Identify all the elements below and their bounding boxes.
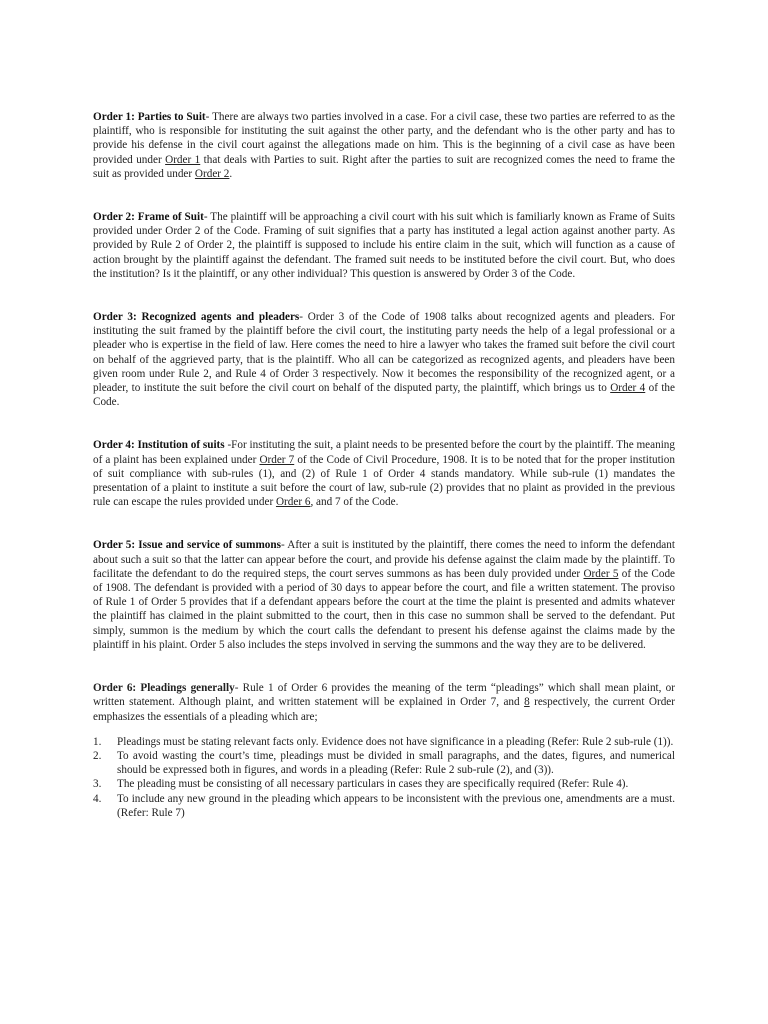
order-1-paragraph [93,110,675,181]
order-4-text-c: , and 7 of the Code. [310,496,399,509]
order-4-heading: Order 4: Institution of suits [93,439,225,452]
order-2-text: - The plaintiff will be approaching a civil court with his suit which is familiarly known as Frame of Suits provided under Order 2 of the Code. Framing of suit signifies that a party has instituted a legal action against another party. As provided by Rule 2 of Order 2, the plaintiff is supposed to include his entire claim in the suit, which will function as a cause of action brought by the plaintiff against the defendant. The framed suit needs to be instituted before the civil court. But, who does the institution? Is it the plaintiff, or any other individual? This question is answered by Order 3 of the Code. [93,211,675,280]
order-1-text-c: . [229,167,233,180]
list-item [93,749,675,777]
order-2-link[interactable]: Order 2 [194,167,230,180]
order-4-paragraph [93,438,675,509]
order-3-heading: Order 3: Recognized agents and pleaders [93,311,300,324]
list-item-text: To include any new ground in the pleading which appears to be inconsistent with the previous one, amendments are a must. (Refer: Rule 7) [117,792,675,819]
pleading-essentials-list [93,735,675,820]
list-item-number: 2. [93,749,102,762]
order-5-text-a: - After a suit is instituted by the plaintiff, there comes the need to inform the defendant about such a suit so that the latter can appear before the court, and provide his defense against the claim made by the plaintiff. To facilitate the defendant to do the required steps, the court serves summons as has been duly provided under [93,539,675,580]
order-1-heading: Order 1: Parties to Suit [93,111,206,123]
order-6-paragraph [93,681,675,724]
order-7-link[interactable]: Order 7 [259,453,295,466]
order-1-text-a: - There are always two parties involved in a case. For a civil case, these two parties are referred to as the plaintiff, who is responsible for instituting the suit against the other party, and the defendant who is the other party and has to provide his defense in the civil court against the allegations made on him. This is the beginning of a civil case as have been provided under [93,111,675,166]
list-item [93,777,675,791]
list-item-number: 4. [93,792,102,805]
order-6-text-b: respectively, the current Order emphasizes the essentials of a pleading which are; [93,696,676,723]
order-8-link[interactable]: 8 [524,696,530,709]
order-2-heading: Order 2: Frame of Suit [93,211,204,224]
order-5-heading: Order 5: Issue and service of summons [93,539,281,552]
order-6-heading: Order 6: Pleadings generally [93,682,235,695]
list-item-number: 1. [93,735,102,748]
order-4-link[interactable]: Order 4 [610,382,646,395]
order-4-text-a: -For instituting the suit, a plaint needs to be presented before the court by the plaintiff. The meaning of a plaint has been explained under [93,439,675,466]
order-3-text-b: of the Code. [93,382,675,409]
list-item [93,792,675,820]
order-5-text-b: of the Code of 1908. The defendant is provided with a period of 30 days to appear before the court, and file a written statement. The proviso of Rule 1 of Order 5 provides that if a defendant appears before the court at the time the plaint is presented and admits whatever the plaintiff has claimed in the plaint submitted to the court, then in this case no summon shall be served to the defendant. Put simply, summon is the medium by which the court calls the defendant to present his defense against the claims made by the plaintiff in his plaint. Order 5 also includes the steps involved in serving the summons and the way they are to be delivered. [93,567,675,651]
order-3-text-a: - Order 3 of the Code of 1908 talks about recognized agents and pleaders. For instituting the suit framed by the plaintiff before the civil court, the instituting party needs the help of a legal professional or a pleader who is expertise in the field of law. Here comes the need to hire a lawyer who takes the framed suit before the civil court on behalf of the aggrieved party, that is the plaintiff. Who all can be categorized as recognized agents, and pleaders have been given room under Rule 2, and Rule 4 of Order 3 respectively. Now it becomes the responsibility of the recognized agent, or a pleader, to institute the suit before the civil court on behalf of the disputed party, the plaintiff, which brings us to [93,311,675,395]
order-6-link[interactable]: Order 6 [275,496,311,509]
order-4-text-b: of the Code of Civil Procedure, 1908. It is to be noted that for the proper institution of suit compliance with sub-rules (1), and (2) of Rule 1 of Order 4 stands mandatory. While sub-rule (1) mandates the presentation of a plaint to institute a suit before the court of law, sub-rule (2) provides that no plaint as provided in the previous rule can escape the rules provided under [93,453,675,509]
order-5-link[interactable]: Order 5 [583,567,619,580]
order-5-paragraph [93,538,675,652]
order-3-paragraph [93,310,675,409]
list-item-text: Pleadings must be stating relevant facts only. Evidence does not have significance in a pleading (Refer: Rule 2 sub-rule (1)). [117,735,674,748]
order-2-paragraph [93,210,675,281]
order-1-text-b: that deals with Parties to suit. Right after the parties to suit are recognized comes the need to frame the suit as provided under [93,153,675,180]
list-item-number: 3. [93,778,102,791]
order-1-link[interactable]: Order 1 [165,153,201,166]
list-item-text: To avoid wasting the court’s time, pleadings must be divided in small paragraphs, and the dates, figures, and numerical should be expressed both in figures, and words in a pleading (Refer: Rule 2 sub-rule (2), and (3)). [117,749,675,777]
order-6-text-a: - Rule 1 of Order 6 provides the meaning of the term “pleadings” which shall mean plaint, or written statement. Although plaint, and written statement will be explained in Order 7, and [93,682,675,709]
list-item [93,735,675,749]
list-item-text: The pleading must be consisting of all necessary particulars in cases they are specifically required (Refer: Rule 4). [117,778,629,791]
